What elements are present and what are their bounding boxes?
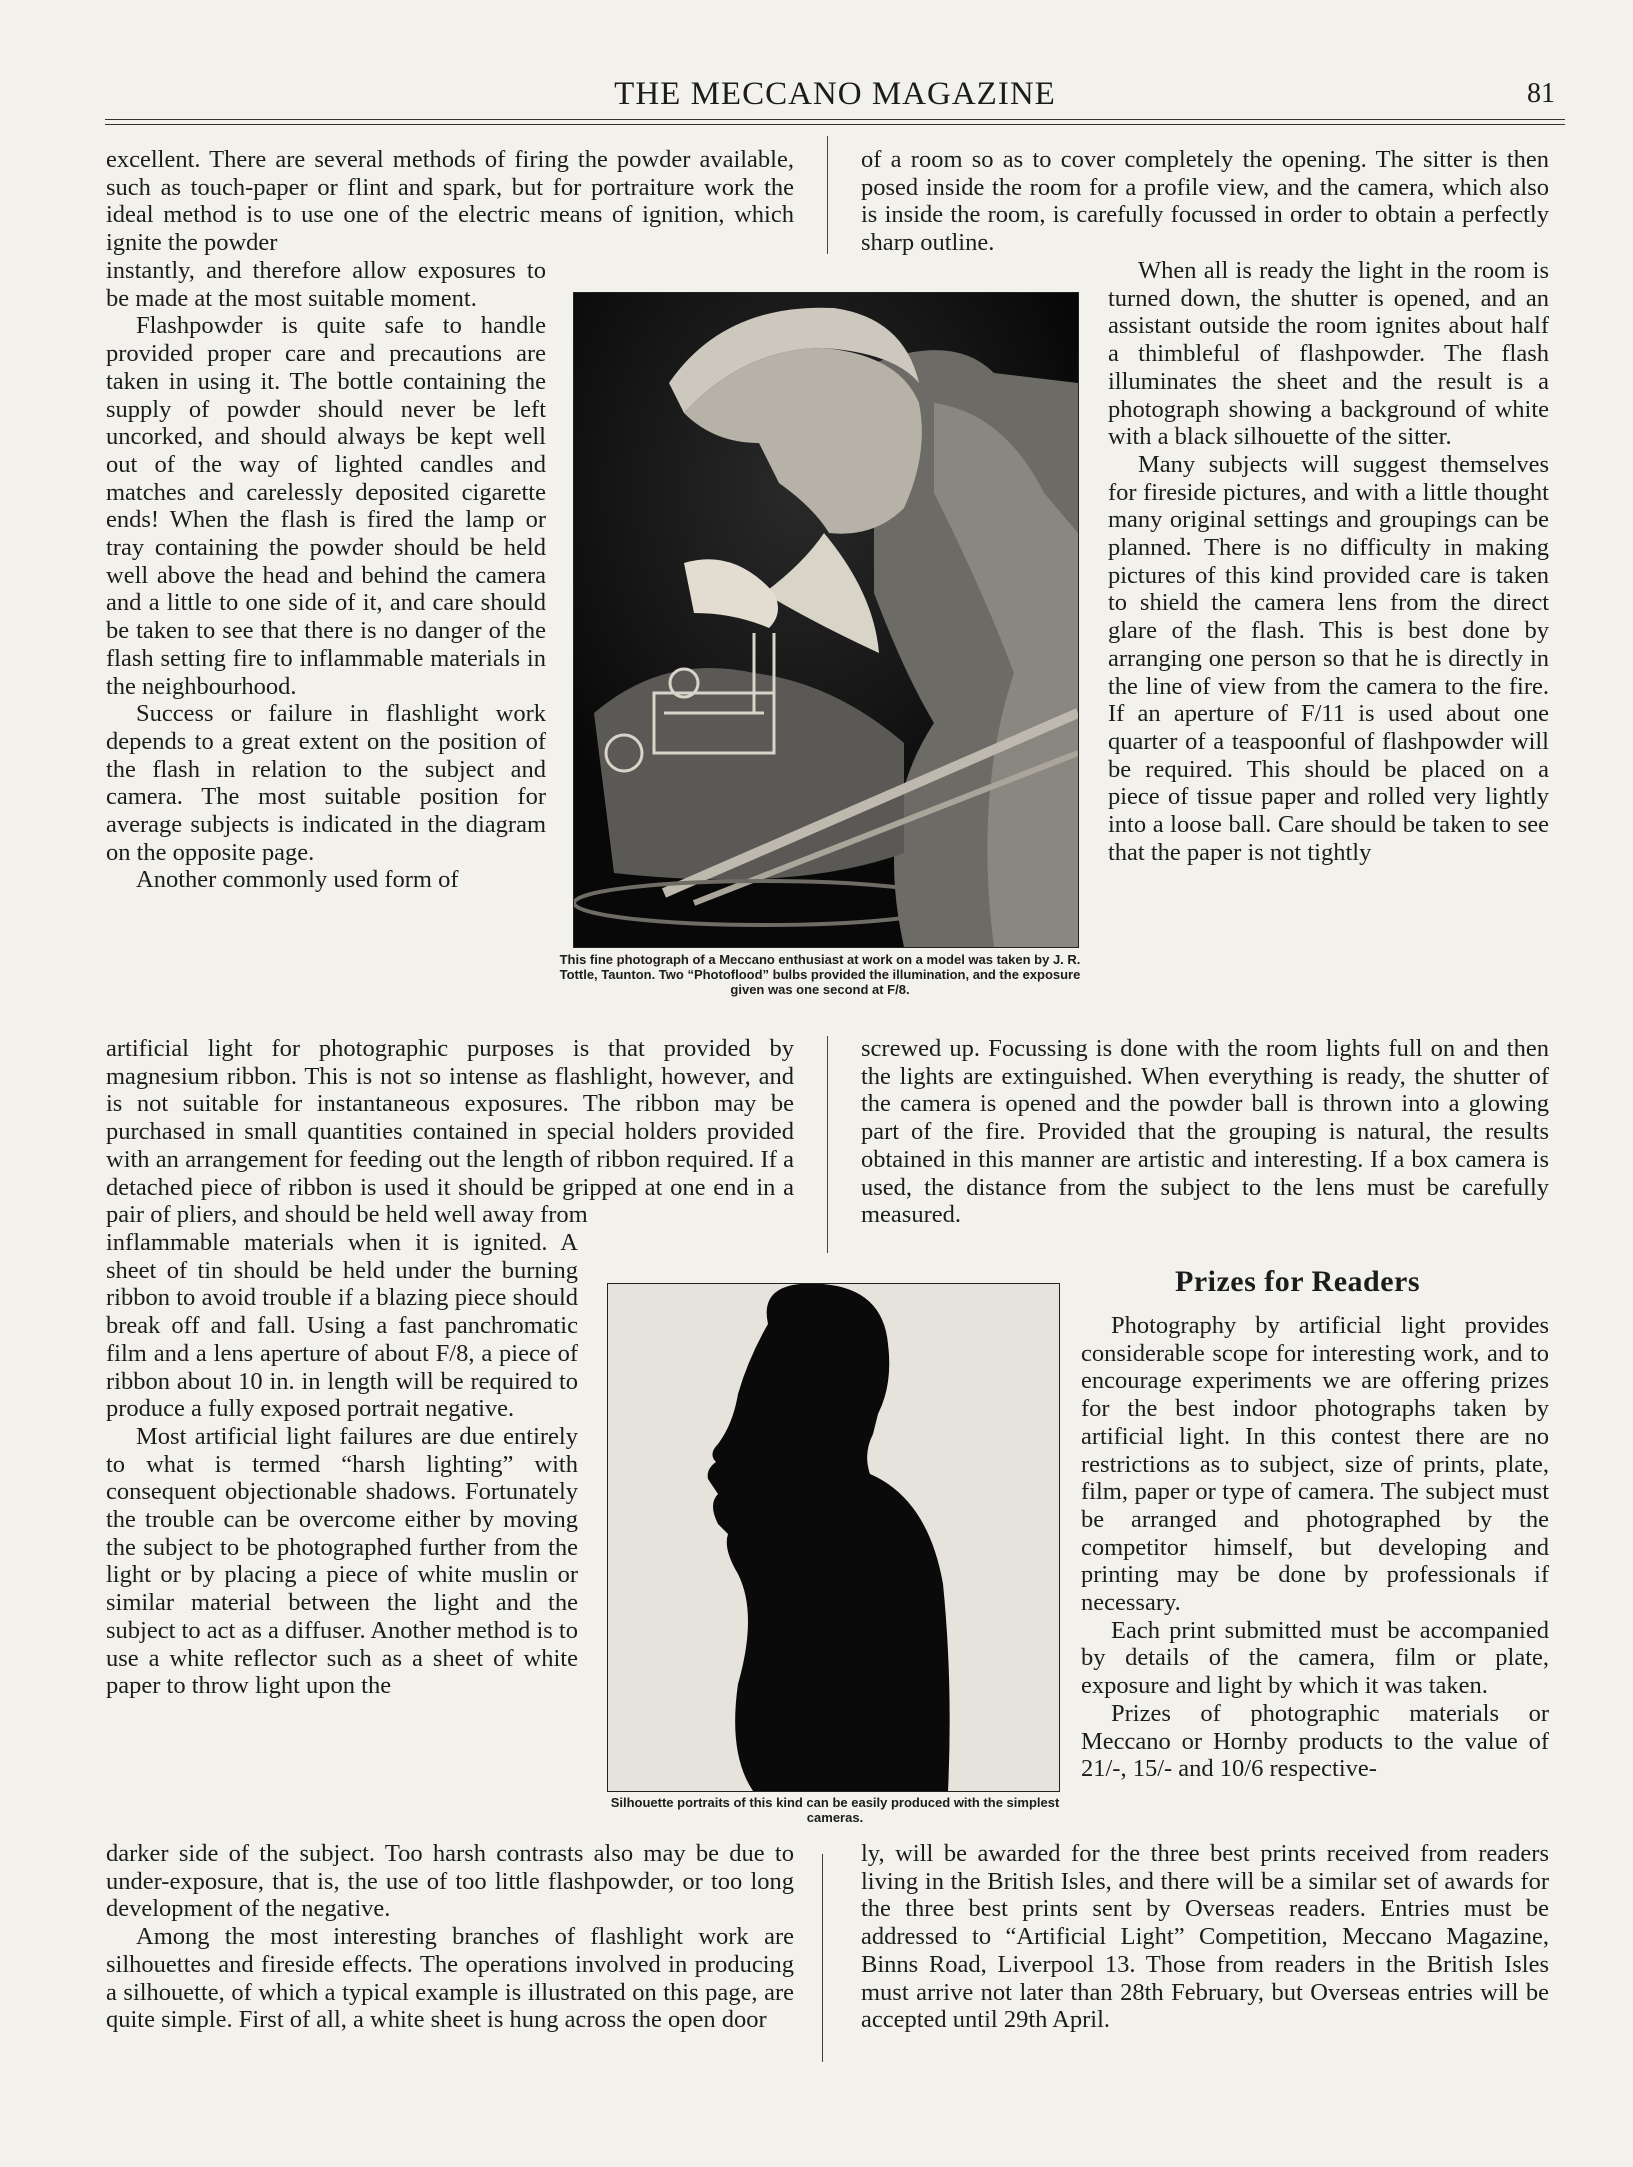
photo1-caption: This fine photograph of a Meccano enthusiast at work on a model was taken by J. R. Tottle, Taunton. Two “Photoflood” bulbs provided the illumination, and the exposure given was one second at F/8.: [559, 952, 1081, 997]
right-column-wrap-1: [1108, 257, 1549, 866]
header-rule: [105, 119, 1565, 120]
paragraph: inflammable materials when it is ignited. A sheet of tin should be held under the burning ribbon to avoid trouble if a blazing piece should break off and fall. Using a fast panchromatic film and a lens aperture of about F/8, a piece of ribbon about 10 in. in length will be required to produce a fully exposed portrait negative.: [106, 1229, 578, 1423]
left-column-top: [106, 146, 794, 257]
paragraph: excellent. There are several methods of firing the powder available, such as touch-paper or flint and spark, but for portraiture work the ideal method is to use one of the electric means of ignition, which ignite the powder: [106, 146, 794, 257]
paragraph: of a room so as to cover completely the opening. The sitter is then posed inside the room for a profile view, and the camera, which also is inside the room, is carefully focussed in order to obtain a perfectly sharp outline.: [861, 146, 1549, 257]
paragraph: Many subjects will suggest themselves for fireside pictures, and with a little thought many original settings and groupings can be planned. There is no difficulty in making pictures of this kind provided care is taken to shield the camera lens from the direct glare of the flash. This is best done by arranging one person so that he is directly in the line of view from the camera to the fire. If an aperture of F/11 is used about one quarter of a teaspoonful of flashpowder will be required. This should be placed on a piece of tissue paper and rolled very lightly into a loose ball. Care should be taken to see that the paper is not tightly: [1108, 450, 1549, 866]
paragraph: Another commonly used form of: [136, 866, 459, 894]
paragraph: Most artificial light failures are due entirely to what is termed “harsh lighting” with consequent objectionable shadows. Fortunately the trouble can be overcome either by moving the subject to be photographed further from the light or by placing a piece of white muslin or similar material between the light and the subject to act as a diffuser. Another method is to use a white reflector such as a sheet of white paper to throw light upon the: [106, 1422, 578, 1700]
photo2-caption: Silhouette portraits of this kind can be easily produced with the simplest cameras.: [610, 1795, 1060, 1825]
silhouette-photo: [607, 1283, 1060, 1792]
page-number: 81: [1527, 78, 1555, 109]
right-column-wrap-2: [1081, 1312, 1549, 1783]
paragraph: Photography by artificial light provides considerable scope for interesting work, and to encourage experiments we are offering prizes for the best indoor photographs taken by artificial light. In this contest there are no restrictions as to subject, size of prints, plate, film, paper or type of camera. The subject must be arranged and photographed by the competitor himself, but developing and printing may be done by professionals if necessary.: [1081, 1312, 1549, 1617]
left-column-middle: [106, 1035, 794, 1229]
photo-illustration: [574, 293, 1078, 947]
meccano-enthusiast-photo: [573, 292, 1079, 948]
magazine-title: THE MECCANO MAGAZINE: [614, 76, 1056, 112]
paragraph: ly, will be awarded for the three best prints received from readers living in the British Isles, and there will be a similar set of awards for the three best prints sent by Overseas readers. Entries must be addressed to “Artificial Light” Competition, Meccano Magazine, Binns Road, Liverpool 13. Those from readers in the British Isles must arrive not later than 28th February, but Overseas entries will be accepted until 29th April.: [861, 1840, 1549, 2034]
paragraph: artificial light for photographic purposes is that provided by magnesium ribbon. This is not so intense as flashlight, however, and is not suitable for instantaneous exposures. The ribbon may be purchased in small quantities contained in special holders provided with an arrangement for feeding out the length of ribbon required. If a detached piece of ribbon is used it should be gripped at one end in a pair of pliers, and should be held well away from: [106, 1035, 794, 1229]
page-header: [105, 72, 1565, 120]
left-column-wrap-1: [106, 257, 546, 894]
silhouette-illustration: [608, 1284, 1059, 1791]
paragraph: Among the most interesting branches of flashlight work are silhouettes and fireside effects. The operations involved in producing a silhouette, of which a typical example is illustrated on this page, are quite simple. First of all, a white sheet is hung across the open door: [106, 1923, 794, 2034]
paragraph: Prizes of photographic materials or Meccano or Hornby products to the value of 21/-, 15/- and 10/6 respective-: [1081, 1699, 1549, 1783]
left-column-bottom: [106, 1840, 794, 2034]
paragraph: instantly, and therefore allow exposures to be made at the most suitable moment.: [106, 257, 546, 312]
paragraph: screwed up. Focussing is done with the room lights full on and then the lights are extinguished. When everything is ready, the shutter of the camera is opened and the powder ball is thrown into a glowing part of the fire. Provided that the grouping is natural, the results obtained in this manner are artistic and interesting. If a box camera is used, the distance from the subject to the lens must be carefully measured.: [861, 1035, 1549, 1229]
right-column-middle: [861, 1035, 1549, 1229]
column-divider-bottom: [822, 1854, 823, 2062]
paragraph: Each print submitted must be accompanied by details of the camera, film or plate, exposure and light by which it was taken.: [1081, 1616, 1549, 1700]
right-column-bottom: [861, 1840, 1549, 2034]
paragraph: Flashpowder is quite safe to handle provided proper care and precautions are taken in using it. The bottle containing the supply of powder should never be left uncorked, and should always be kept well out of the way of lighted candles and matches and carelessly deposited cigarette ends! When the flash is fired the lamp or tray containing the powder should be held well above the head and behind the camera and a little to one side of it, and care should be taken to see that there is no danger of the flash setting fire to inflammable materials in the neighbourhood.: [106, 312, 546, 700]
section-heading: Prizes for Readers: [1175, 1265, 1421, 1298]
left-column-wrap-2: [106, 1229, 578, 1700]
right-column-top: [861, 146, 1549, 257]
header-rule-2: [105, 124, 1565, 125]
paragraph: darker side of the subject. Too harsh contrasts also may be due to under-exposure, that is, the use of too little flashpowder, or too long development of the negative.: [106, 1840, 794, 1923]
column-divider-middle: [827, 1036, 828, 1253]
paragraph: When all is ready the light in the room is turned down, the shutter is opened, and an assistant outside the room ignites about half a thimbleful of flashpowder. The flash illuminates the sheet and the result is a photograph showing a background of white with a black silhouette of the sitter.: [1108, 257, 1549, 451]
column-divider-top: [827, 136, 828, 254]
paragraph: Success or failure in flashlight work depends to a great extent on the position of the flash in relation to the subject and camera. The most suitable position for average subjects is indicated in the diagram on the opposite page.: [106, 700, 546, 866]
